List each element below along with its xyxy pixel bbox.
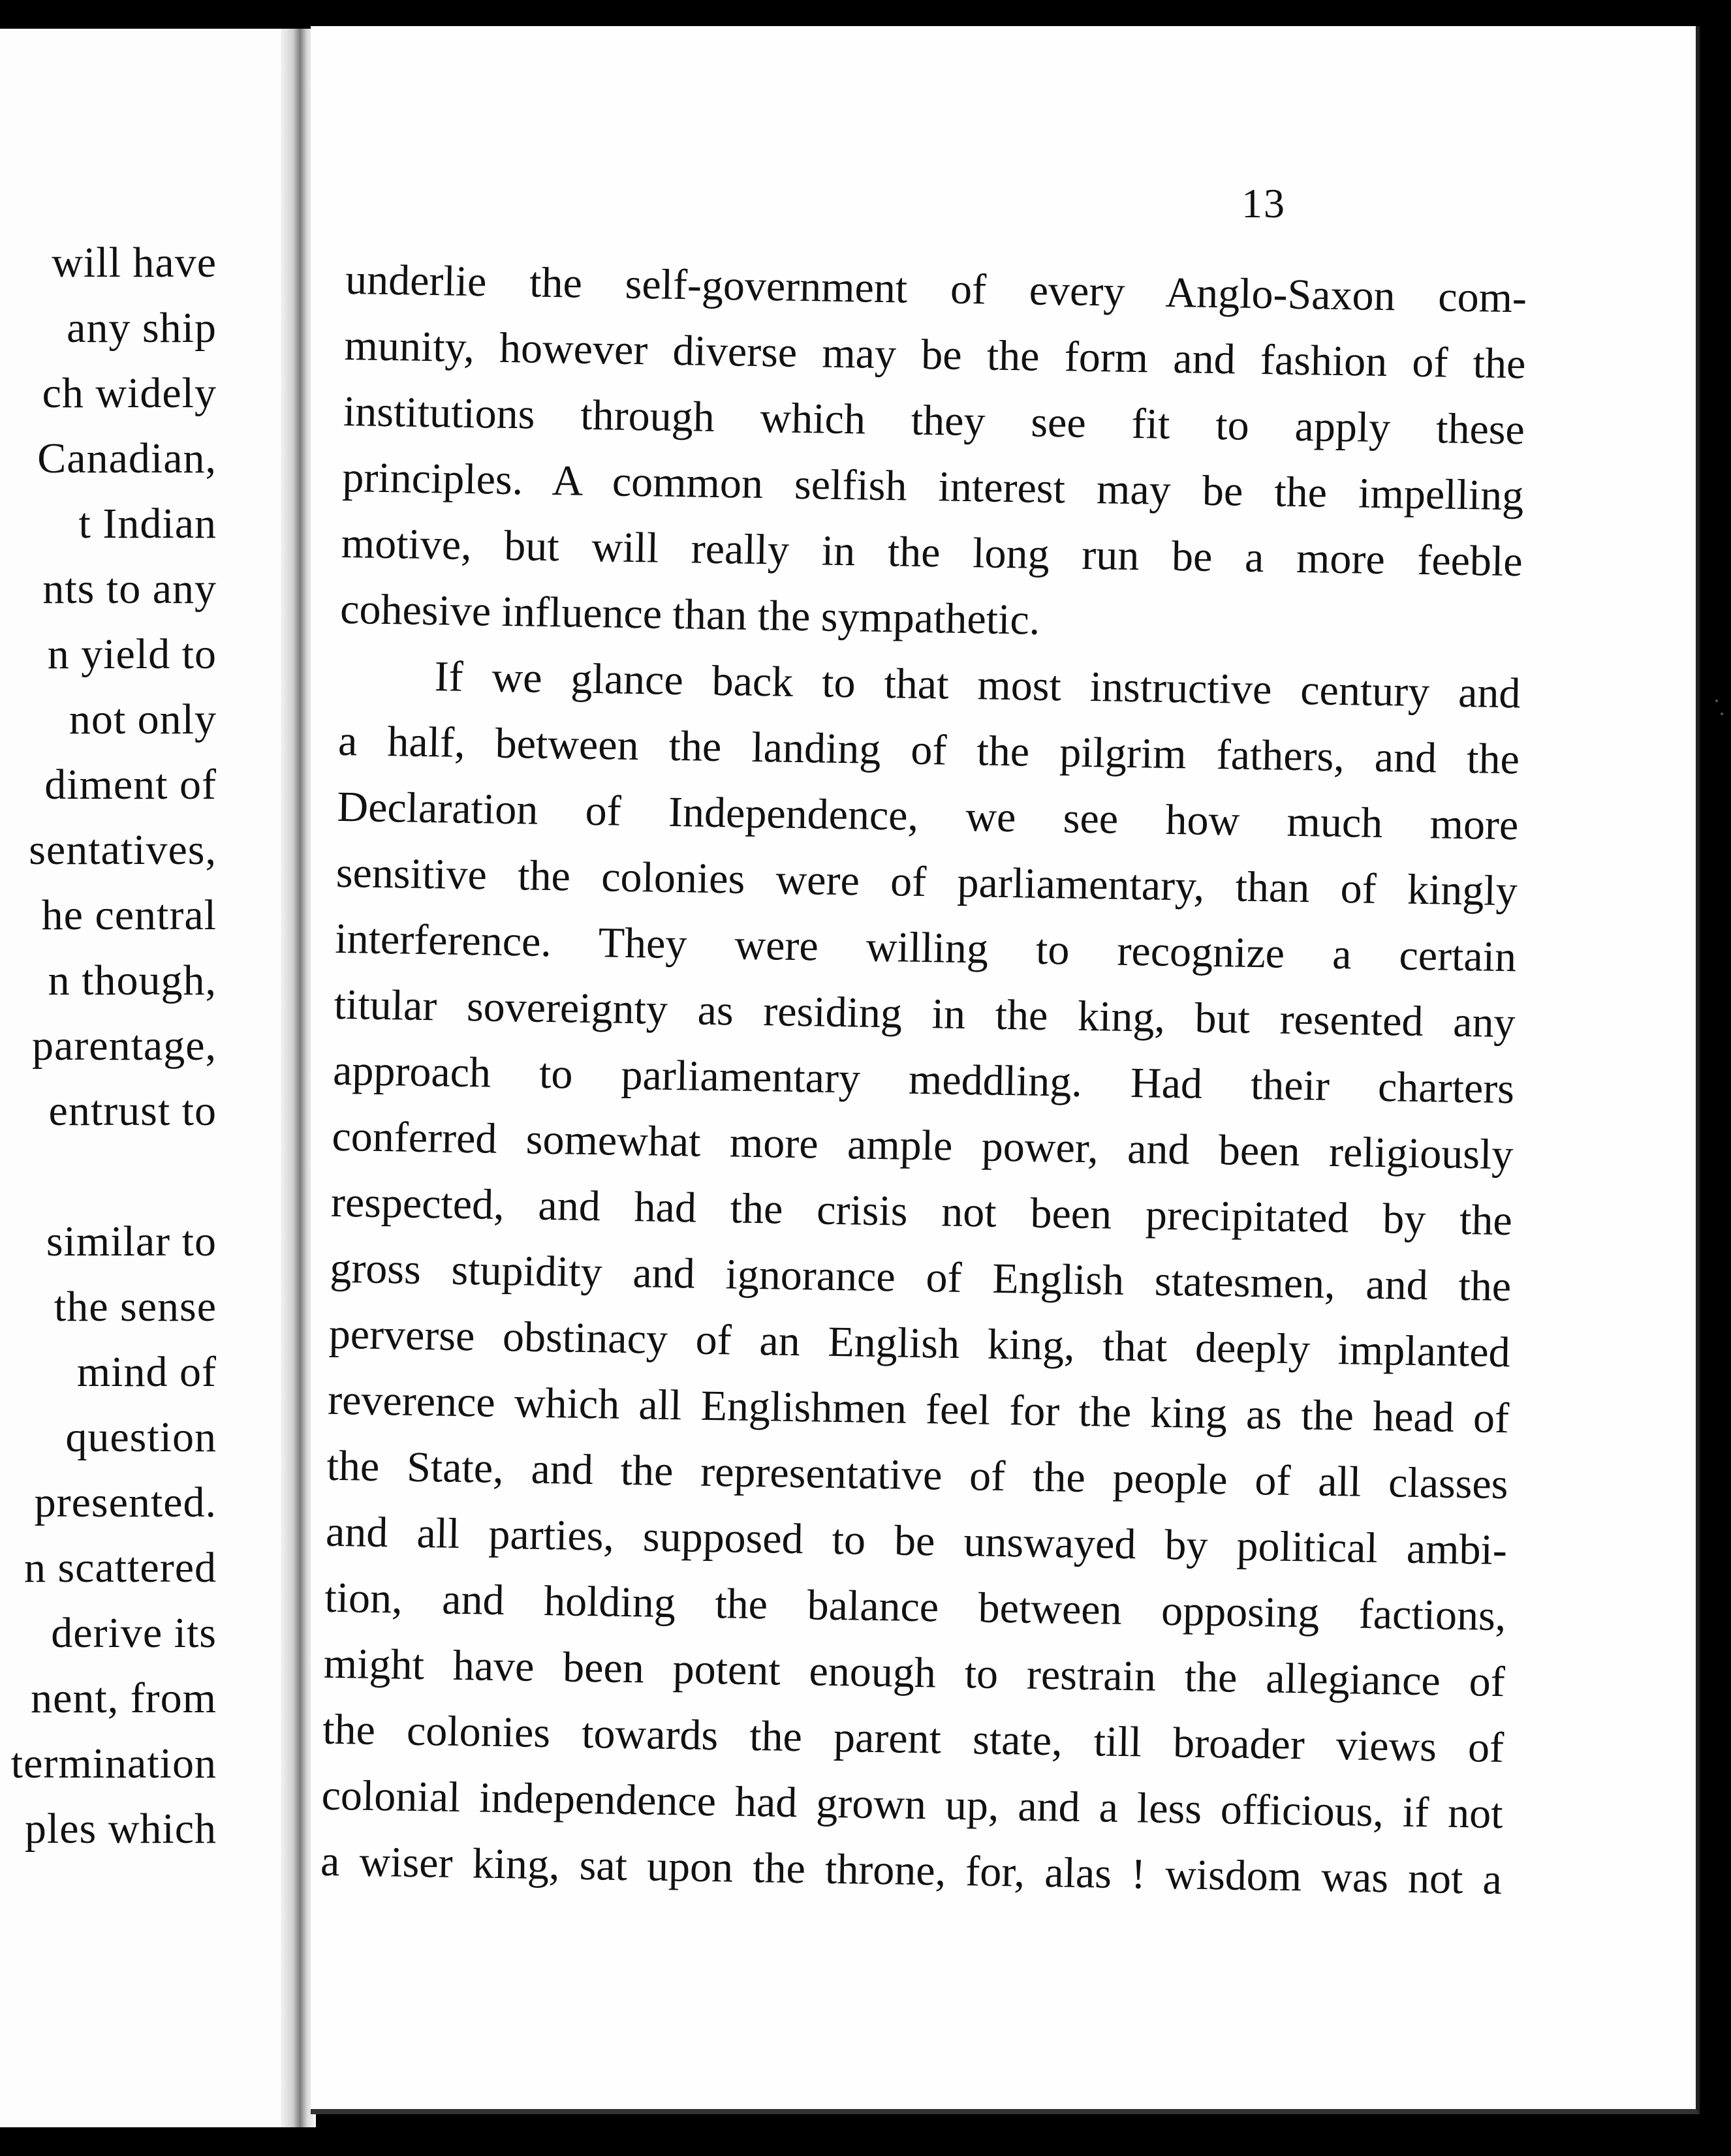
scan-speck bbox=[1715, 700, 1718, 702]
left-page-line: t Indian bbox=[78, 500, 217, 547]
text-line: perverse obstinacy of an English king, that deeply implanted bbox=[328, 1310, 1511, 1377]
left-page-line: entrust to bbox=[48, 1087, 217, 1135]
text-line: a wiser king, sat upon the throne, for, alas ! wisdom was not a bbox=[320, 1837, 1503, 1904]
left-page-line: n though, bbox=[48, 957, 217, 1004]
left-page-line: Canadian, bbox=[37, 435, 217, 482]
text-line: respected, and had the crisis not been precipitated by the bbox=[330, 1178, 1513, 1245]
scan-speck bbox=[1721, 713, 1723, 715]
text-line: titular sovereignty as residing in the king, but resented any bbox=[334, 980, 1516, 1047]
left-page-line: the sense bbox=[54, 1283, 217, 1331]
left-page-line: he central bbox=[41, 891, 217, 939]
left-page-line: nts to any bbox=[42, 565, 217, 613]
left-page-line: ch widely bbox=[42, 369, 217, 417]
left-page-line: not only bbox=[69, 696, 217, 743]
text-line: a half, between the landing of the pilgrim fathers, and the bbox=[337, 716, 1520, 784]
left-page-line: nent, from bbox=[31, 1674, 217, 1722]
page-body-text bbox=[320, 247, 1527, 1913]
left-page-line: n yield to bbox=[47, 630, 217, 678]
left-page-line: presented. bbox=[34, 1479, 217, 1526]
left-page-line: ples which bbox=[24, 1805, 217, 1853]
left-page-line: similar to bbox=[46, 1218, 217, 1265]
left-page-line: will have bbox=[52, 239, 217, 286]
text-line: conferred somewhat more ample power, and been religiously bbox=[332, 1112, 1514, 1179]
left-page-line: termination bbox=[10, 1740, 217, 1787]
left-page-line: mind of bbox=[76, 1348, 217, 1396]
page-number: 13 bbox=[1241, 180, 1286, 226]
left-page-line: diment of bbox=[44, 761, 217, 808]
left-page-line: sentatives, bbox=[29, 826, 217, 874]
left-page-line: derive its bbox=[51, 1609, 217, 1657]
text-line: approach to parliamentary meddling. Had their charters bbox=[332, 1046, 1515, 1113]
text-line: cohesive influence than the sympathetic. bbox=[339, 585, 1040, 644]
text-line: If we glance back to that most instructive century and bbox=[434, 653, 1521, 718]
text-line: might have been potent enough to restrain the allegiance of bbox=[323, 1639, 1506, 1706]
previous-page bbox=[0, 29, 302, 2127]
text-line: gross stupidity and ignorance of English statesmen, and the bbox=[329, 1244, 1512, 1311]
text-line: interference. They were willing to recognize a certain bbox=[334, 914, 1517, 981]
text-line: and all parties, supposed to be unswayed by political ambi- bbox=[325, 1507, 1508, 1575]
text-line: principles. A common selfish interest may be the impelling bbox=[341, 453, 1524, 520]
text-line: the State, and the representative of the people of all classes bbox=[326, 1441, 1509, 1509]
left-page-line: question bbox=[65, 1413, 217, 1461]
text-line: munity, however diverse may be the form and fashion of the bbox=[344, 321, 1526, 388]
text-line: sensitive the colonies were of parliamentary, than of kingly bbox=[335, 848, 1518, 916]
left-page-line: parentage, bbox=[32, 1022, 217, 1070]
text-line: institutions through which they see fit to apply these bbox=[343, 387, 1525, 454]
text-line: motive, but will really in the long run be a more feeble bbox=[341, 519, 1523, 586]
text-line: the colonies towards the parent state, till broader views of bbox=[322, 1705, 1505, 1772]
left-page-line: n scattered bbox=[23, 1544, 217, 1592]
text-line: colonial independence had grown up, and a less officious, if not bbox=[321, 1771, 1504, 1838]
text-line: Declaration of Independence, we see how much more bbox=[336, 782, 1519, 850]
text-line: underlie the self-government of every Anglo-Saxon com- bbox=[345, 255, 1527, 322]
left-page-line: any ship bbox=[67, 304, 217, 352]
text-line: tion, and holding the balance between opposing factions, bbox=[324, 1573, 1506, 1640]
text-line: reverence which all Englishmen feel for the king as the head of bbox=[327, 1376, 1510, 1443]
